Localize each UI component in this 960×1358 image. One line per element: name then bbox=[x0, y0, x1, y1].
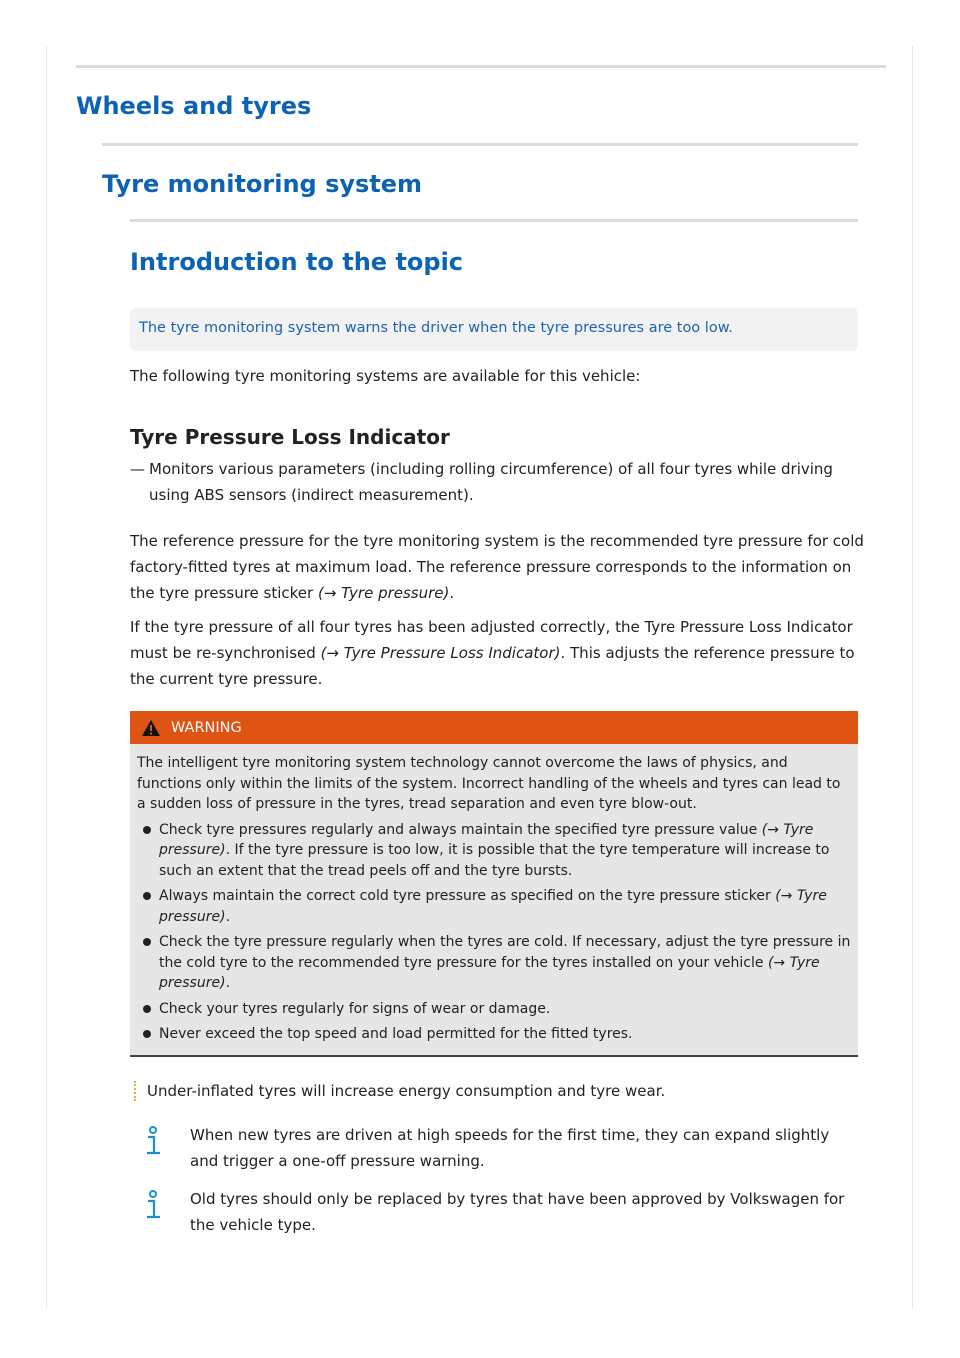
warning-item-text: Always maintain the correct cold tyre pressure as specified on the tyre pressure sticker bbox=[159, 888, 771, 904]
intro-callout: The tyre monitoring system warns the driver when the tyre pressures are too low. bbox=[130, 308, 858, 351]
info-note-text: When new tyres are driven at high speeds for the first time, they can expand slightly and trigger a one-off pressure warning. bbox=[190, 1126, 830, 1170]
reference-end: . bbox=[449, 584, 455, 602]
warning-item-text: Check the tyre pressure regularly when the tyres are cold. If necessary, adjust the tyre pressure in the cold tyre to the recommended tyre pressure for the tyres installed on your vehicle bbox=[159, 934, 851, 971]
dash-marker: — bbox=[130, 460, 145, 478]
info-note-text: Old tyres should only be replaced by tyres that have been approved by Volkswagen for the vehicle type. bbox=[190, 1190, 845, 1234]
environment-note-text: Under-inflated tyres will increase energy consumption and tyre wear. bbox=[147, 1082, 666, 1100]
tyre-pressure-link[interactable]: (→ Tyre pressure) bbox=[317, 584, 450, 602]
info-icon bbox=[142, 1126, 164, 1156]
tpli-item-text: Monitors various parameters (including rolling circumference) of all four tyres while driving using ABS sensors (indirect measurement). bbox=[149, 460, 833, 504]
tyre-pressure-link[interactable]: (→ Tyre pressure) bbox=[159, 888, 827, 925]
warning-item-after: . bbox=[225, 975, 231, 991]
warning-item-after: . bbox=[225, 908, 231, 925]
warning-item-after: . If the tyre pressure is too low, it is possible that the tyre temperature will increase to such an extent that the tread peels off and the tyre bursts. bbox=[159, 842, 830, 879]
warning-item bbox=[137, 999, 852, 1020]
resync-end: . This adjusts the reference pressure to the current tyre pressure. bbox=[130, 644, 855, 688]
warning-item-text: Never exceed the top speed and load permitted for the fitted tyres. bbox=[159, 1026, 633, 1042]
tpli-heading: Tyre Pressure Loss Indicator bbox=[130, 425, 450, 449]
warning-item bbox=[137, 932, 852, 994]
tpli-link[interactable]: (→ Tyre Pressure Loss Indicator) bbox=[320, 644, 561, 662]
warning-body bbox=[130, 744, 858, 1057]
resync-paragraph bbox=[130, 614, 870, 692]
divider-topic bbox=[130, 219, 858, 222]
divider-section bbox=[102, 143, 858, 146]
tyre-pressure-link[interactable]: (→ Tyre pressure) bbox=[159, 954, 820, 991]
warning-item-text: Check tyre pressures regularly and always maintain the specified tyre pressure value bbox=[159, 821, 758, 838]
warning-header bbox=[130, 711, 858, 744]
warning-item-text: Check your tyres regularly for signs of wear or damage. bbox=[159, 1000, 551, 1017]
warning-item bbox=[137, 820, 852, 882]
warning-item bbox=[137, 886, 852, 927]
page-border-right bbox=[912, 46, 913, 1308]
info-icon bbox=[142, 1190, 164, 1220]
environment-note bbox=[134, 1081, 665, 1101]
resync-text: If the tyre pressure of all four tyres has been adjusted correctly, the Tyre Pressure Loss Indicator must be re-synchronised bbox=[130, 618, 853, 662]
divider-top bbox=[76, 65, 886, 68]
warning-item bbox=[137, 1024, 852, 1045]
intro-paragraph: The following tyre monitoring systems are available for this vehicle: bbox=[130, 367, 641, 385]
topic-title: Introduction to the topic bbox=[130, 248, 464, 276]
warning-triangle-icon bbox=[141, 719, 161, 737]
warning-label: WARNING bbox=[171, 719, 242, 736]
section-title: Wheels and tyres bbox=[76, 92, 312, 120]
tpli-list-item bbox=[130, 456, 850, 508]
environment-leaf-icon bbox=[134, 1081, 138, 1101]
warning-list bbox=[137, 820, 852, 1045]
tyre-pressure-link[interactable]: (→ Tyre pressure) bbox=[159, 821, 814, 858]
warning-intro: The intelligent tyre monitoring system technology cannot overcome the laws of physics, and functions only within the limits of the system. Incorrect handling of the wheels and tyres can lead to a sudden loss of pressure in the tyres, tread separation and even tyre blow-out. bbox=[137, 755, 841, 812]
page-border-left bbox=[46, 46, 47, 1308]
section-subtitle: Tyre monitoring system bbox=[102, 170, 423, 198]
reference-text: The reference pressure for the tyre monitoring system is the recommended tyre pressure for cold factory-fitted tyres at maximum load. The reference pressure corresponds to the information on the tyre pressure sticker bbox=[130, 532, 864, 602]
reference-paragraph bbox=[130, 528, 870, 606]
